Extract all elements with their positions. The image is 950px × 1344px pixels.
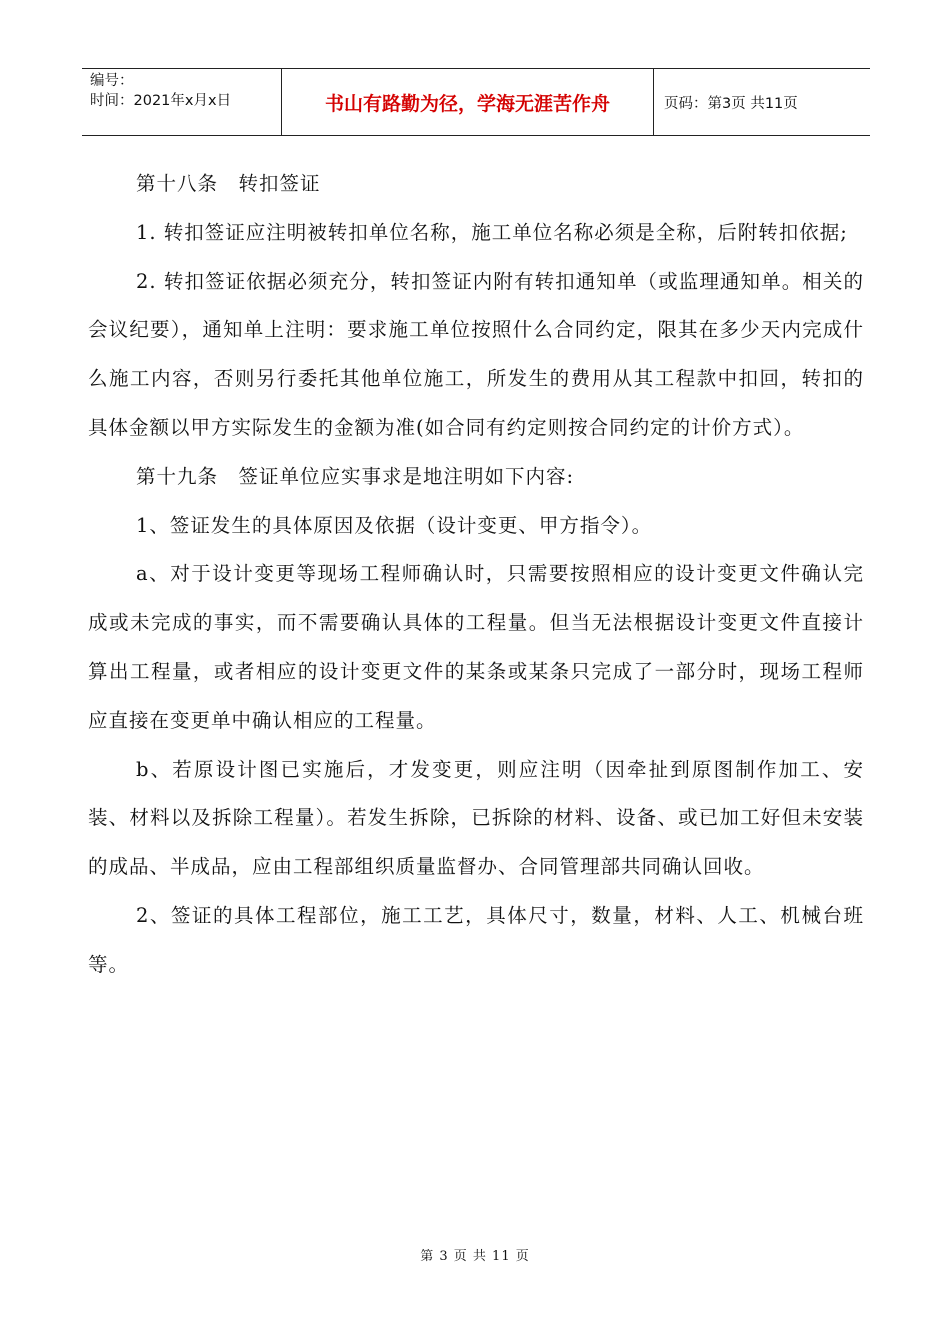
paragraph-transfer-2: 2. 转扣签证依据必须充分，转扣签证内附有转扣通知单（或监理通知单。相关的会议纪要），通知单上注明：要求施工单位按照什么合同约定，限其在多少天内完成什么施工内容，否则另行委托其他单位施工，所发生的费用从其工程款中扣回，转扣的具体金额以甲方实际发生的金额为准(如合同有约定则按合同约定的计价方式）。 xyxy=(88,269,864,439)
header-meta xyxy=(82,69,282,135)
paragraph-visa-a: a、对于设计变更等现场工程师确认时，只需要按照相应的设计变更文件确认完成或未完成的事实，而不需要确认具体的工程量。但当无法根据设计变更文件直接计算出工程量，或者相应的设计变更文件的某条或某条只完成了一部分时，现场工程师应直接在变更单中确认相应的工程量。 xyxy=(88,562,864,732)
paragraph-visa-1: 1、签证发生的具体原因及依据（设计变更、甲方指令）。 xyxy=(136,513,653,537)
page-footer: 第 3 页 共 11 页 xyxy=(420,1249,530,1264)
page-header xyxy=(82,68,870,136)
article-18-title: 第十八条 转扣签证 xyxy=(136,172,321,195)
paragraph-visa-2: 2、签证的具体工程部位，施工工艺，具体尺寸，数量，材料、人工、机械台班等。 xyxy=(88,903,864,976)
document-number-label: 编号： xyxy=(90,73,134,89)
header-page-info: 页码：第3页 共11页 xyxy=(664,95,798,112)
paragraph-transfer-1: 1. 转扣签证应注明被转扣单位名称，施工单位名称必须是全称，后附转扣依据; xyxy=(136,220,848,244)
article-19-title: 第十九条 签证单位应实事求是地注明如下内容: xyxy=(136,464,575,488)
document-date: 时间：2021年x月x日 xyxy=(90,93,232,109)
header-motto: 书山有路勤为径，学海无涯苦作舟 xyxy=(282,69,654,135)
paragraph-visa-b: b、若原设计图已实施后，才发变更，则应注明（因牵扯到原图制作加工、安装、材料以及拆除工程量）。若发生拆除，已拆除的材料、设备、或已加工好但未安装的成品、半成品，应由工程部组织质量监督办、合同管理部共同确认回收。 xyxy=(88,757,864,879)
document-body xyxy=(88,160,864,990)
